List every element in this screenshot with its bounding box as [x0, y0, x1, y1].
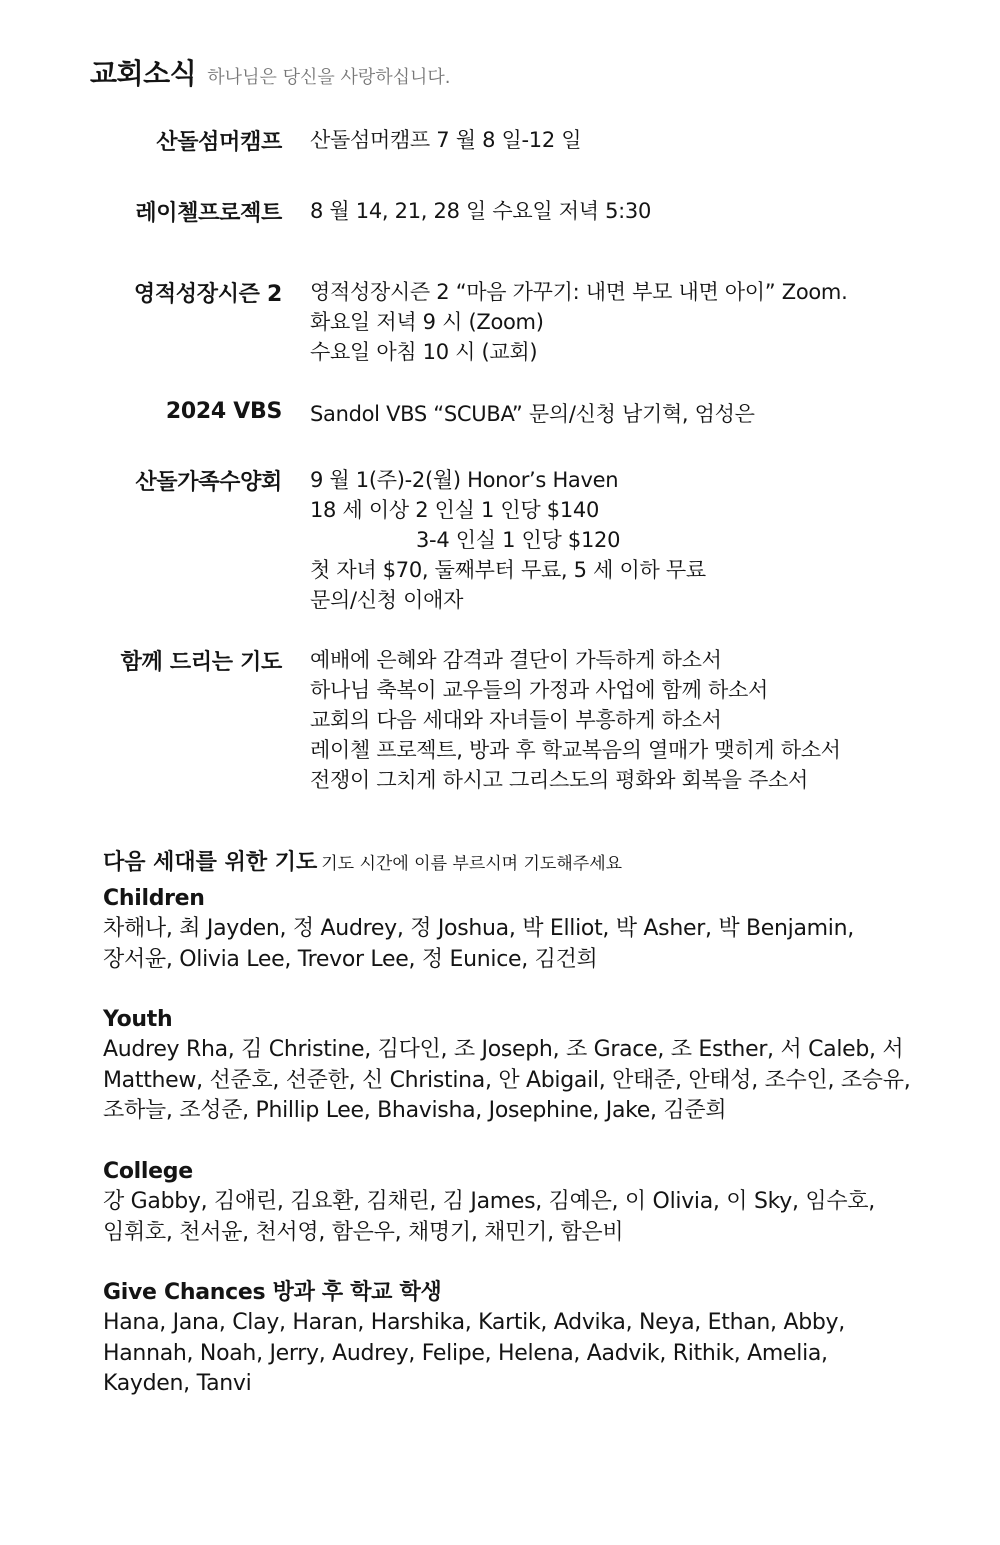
group-title: Youth: [103, 1007, 173, 1032]
names-line: 차해나, 최 Jayden, 정 Audrey, 정 Joshua, 박 Elliot, 박 Asher, 박 Benjamin,: [103, 916, 854, 941]
news-label: 함께 드리는 기도: [120, 650, 282, 675]
news-content: [310, 399, 755, 429]
prayer-section-title: [103, 845, 983, 876]
group-names: [103, 914, 963, 975]
prayer-title: 다음 세대를 위한 기도: [103, 850, 318, 875]
news-line: 수요일 아침 10 시 (교회): [310, 340, 538, 364]
news-label: 영적성장시즌 2: [133, 282, 282, 307]
news-label: 산돌섬머캠프: [156, 130, 282, 155]
names-line: 조하늘, 조성준, Phillip Lee, Bhavisha, Josephine, Jake, 김준희: [103, 1098, 727, 1123]
group-names: [103, 1035, 963, 1127]
names-line: Hannah, Noah, Jerry, Audrey, Felipe, Helena, Aadvik, Rithik, Amelia,: [103, 1340, 828, 1366]
group-names: [103, 1308, 963, 1400]
group-title-extra: 방과 후 학교 학생: [272, 1280, 442, 1305]
news-content: [310, 645, 841, 795]
news-line: 레이첼 프로젝트, 방과 후 학교복음의 열매가 맺히게 하소서: [310, 738, 841, 762]
news-line: 18 세 이상 2 인실 1 인당 $140: [310, 498, 600, 522]
news-content: [310, 465, 706, 615]
news-line: 전쟁이 그치게 하시고 그리스도의 평화와 회복을 주소서: [310, 768, 808, 792]
news-line: 3-4 인실 1 인당 $120: [416, 528, 621, 552]
page-title: 교회소식: [90, 57, 197, 90]
news-line: 영적성장시즌 2 “마음 가꾸기: 내면 부모 내면 아이” Zoom.: [310, 280, 848, 304]
news-line: 첫 자녀 $70, 둘째부터 무료, 5 세 이하 무료: [310, 558, 706, 582]
prayer-group-give-chances: [103, 1277, 963, 1400]
names-line: Audrey Rha, 김 Christine, 김다인, 조 Joseph, 조 Grace, 조 Esther, 서 Caleb, 서: [103, 1037, 904, 1062]
page-subtitle: 하나님은 당신을 사랑하십니다.: [207, 67, 451, 88]
page-header: [90, 52, 451, 92]
news-line: 하나님 축복이 교우들의 가정과 사업에 함께 하소서: [310, 678, 768, 702]
prayer-group-youth: [103, 1004, 963, 1127]
news-label: 2024 VBS: [165, 399, 282, 424]
group-title: College: [103, 1159, 193, 1184]
names-line: Matthew, 선준호, 선준한, 신 Christina, 안 Abigail, 안태준, 안태성, 조수인, 조승유,: [103, 1067, 911, 1093]
names-line: 장서윤, Olivia Lee, Trevor Lee, 정 Eunice, 김건희: [103, 946, 598, 972]
news-line: 문의/신청 이애자: [310, 588, 464, 612]
group-names: [103, 1187, 963, 1248]
news-line: Sandol VBS “SCUBA” 문의/신청 남기혁, 엄성은: [310, 402, 755, 426]
group-title: Give Chances: [103, 1280, 266, 1305]
news-line: 예배에 은혜와 감격과 결단이 가득하게 하소서: [310, 648, 722, 672]
group-title-wrap: [103, 1277, 963, 1308]
news-content: [310, 277, 847, 367]
names-line: 강 Gabby, 김애린, 김요환, 김채린, 김 James, 김예은, 이 Olivia, 이 Sky, 임수호,: [103, 1189, 875, 1214]
names-line: 임휘호, 천서윤, 천서영, 함은우, 채명기, 채민기, 함은비: [103, 1219, 624, 1245]
news-line: 화요일 저녁 9 시 (Zoom): [310, 310, 544, 334]
news-content: [310, 196, 651, 226]
names-line: Kayden, Tanvi: [103, 1371, 252, 1396]
news-content: [310, 125, 581, 155]
prayer-group-college: [103, 1156, 963, 1248]
news-label: 레이첼프로젝트: [135, 201, 282, 226]
prayer-note: 기도 시간에 이름 부르시며 기도해주세요: [321, 854, 623, 874]
prayer-group-children: [103, 883, 963, 975]
news-line: 9 월 1(주)-2(월) Honor’s Haven: [310, 468, 619, 492]
prayer-section-header: [103, 845, 983, 876]
news-line: 산돌섬머캠프 7 월 8 일-12 일: [310, 128, 582, 152]
news-line: 교회의 다음 세대와 자녀들이 부흥하게 하소서: [310, 708, 722, 732]
news-label: 산돌가족수양회: [135, 470, 282, 495]
group-title: Children: [103, 886, 205, 911]
news-line: 8 월 14, 21, 28 일 수요일 저녁 5:30: [310, 199, 652, 223]
names-line: Hana, Jana, Clay, Haran, Harshika, Kartik, Advika, Neya, Ethan, Abby,: [103, 1310, 845, 1335]
